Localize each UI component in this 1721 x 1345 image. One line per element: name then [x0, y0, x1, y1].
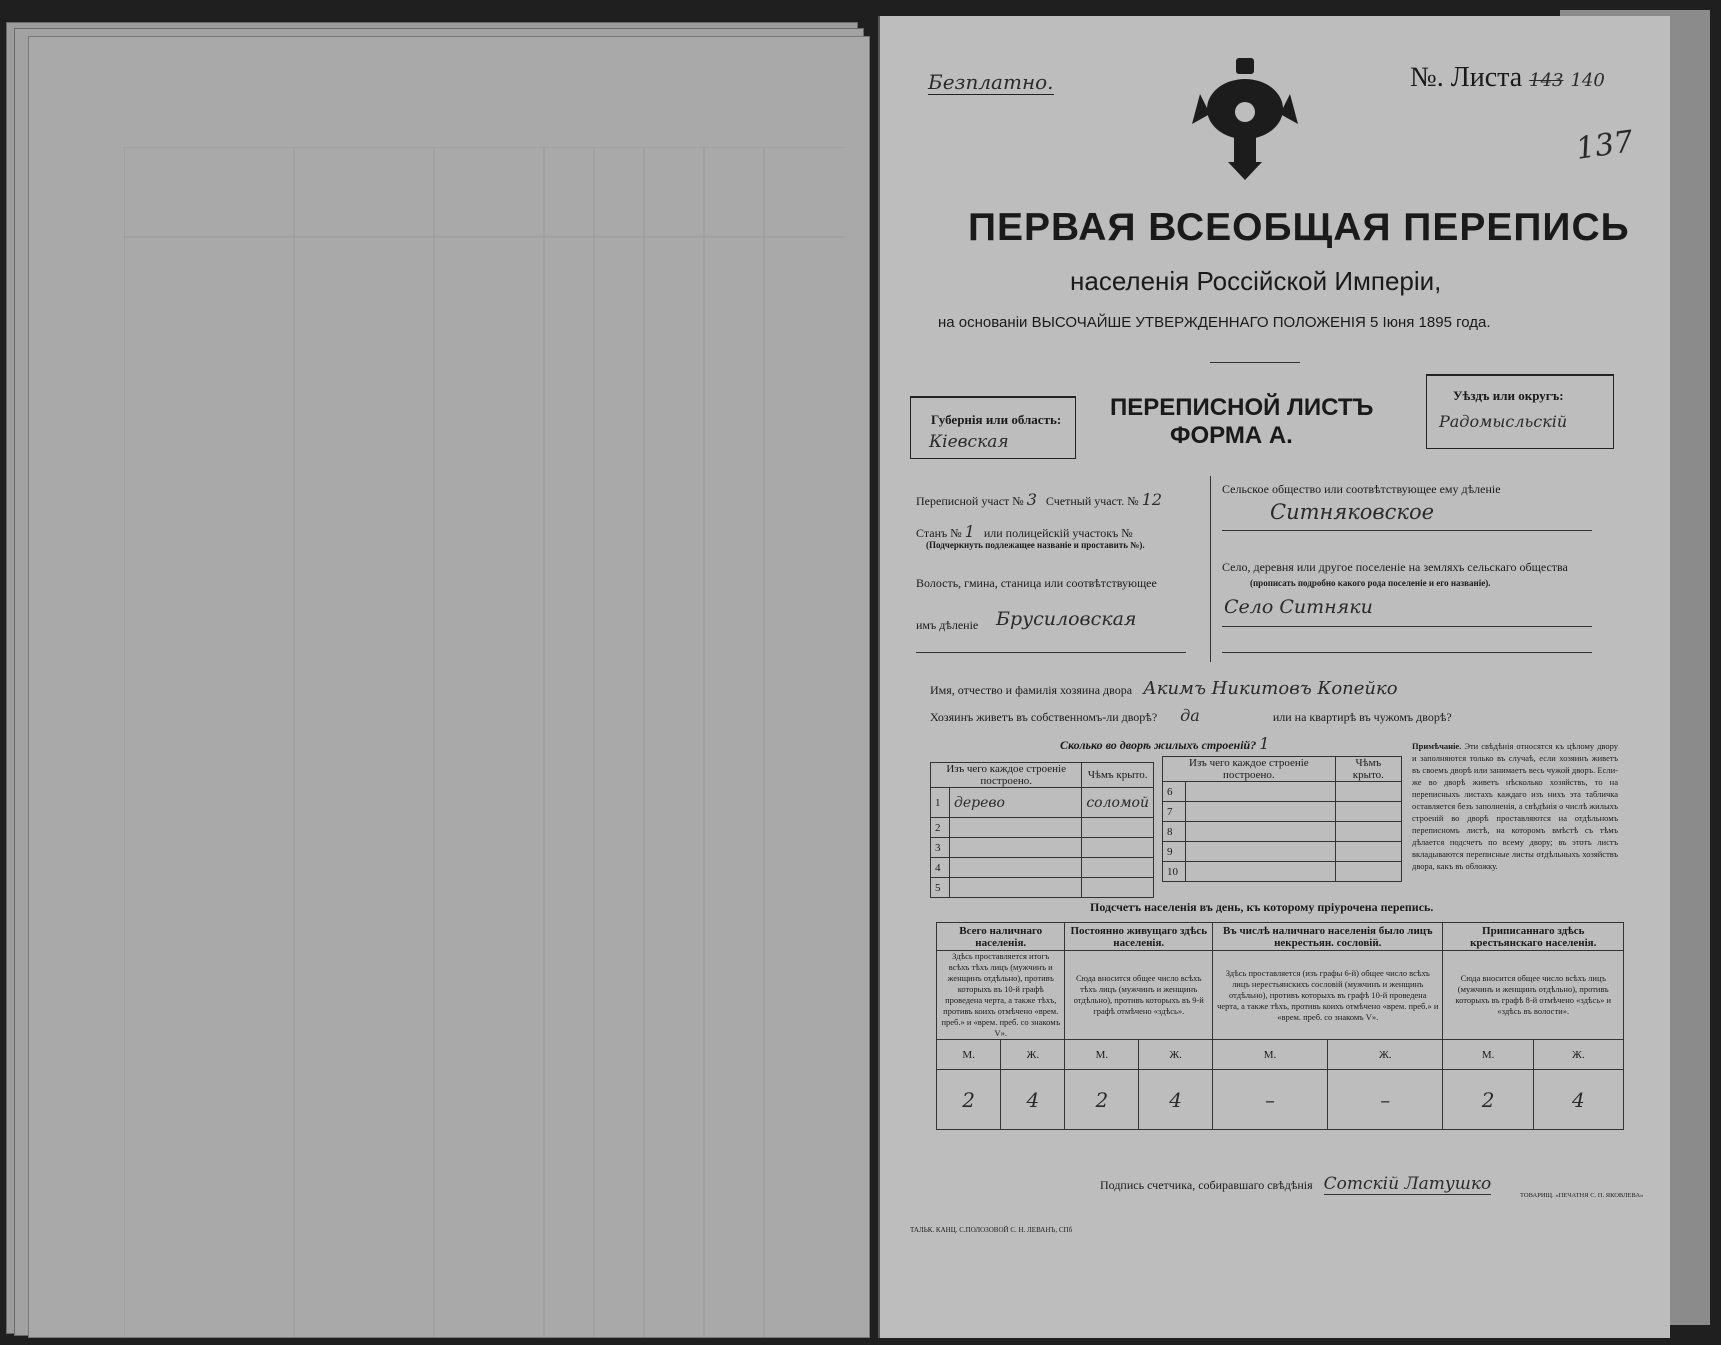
sheet-number-label: №. Листа	[1410, 62, 1523, 93]
buildings-table-right	[1162, 756, 1402, 882]
ornament-divider	[1210, 362, 1300, 363]
signature-row	[1100, 1174, 1491, 1194]
roof-cell	[1335, 862, 1401, 882]
col-roof-header: Чѣмъ крыто.	[1335, 757, 1401, 782]
volost-label: Волость, гмина, станица или соотвѣтствующее	[916, 576, 1157, 590]
buildings-table-left	[930, 762, 1154, 898]
material-cell	[950, 838, 1082, 858]
free-label: Безплатно.	[928, 70, 1054, 94]
left-page-faint-grid	[124, 147, 844, 1337]
female-count: 4	[1533, 1070, 1623, 1130]
volost-label2: имъ дѣленіе	[916, 618, 979, 632]
buildings-value: 1	[1259, 734, 1270, 753]
row-number: 4	[931, 858, 950, 878]
row-number: 10	[1163, 862, 1186, 882]
volost-value: Брусиловская	[996, 608, 1137, 630]
printer-right: ТОВАРИЩ. «ПЕЧАТНЯ С. П. ЯКОВЛЕВА»	[1520, 1192, 1644, 1199]
sheet-number-value: 140	[1570, 70, 1605, 91]
page-title: ПЕРВАЯ ВСЕОБЩАЯ ПЕРЕПИСЬ	[968, 206, 1630, 249]
male-header: М.	[937, 1040, 1001, 1070]
female-header: Ж.	[1139, 1040, 1213, 1070]
roof-cell	[1082, 878, 1154, 898]
signature-label: Подпись счетчика, собиравшаго свѣдѣнія	[1100, 1178, 1313, 1192]
underline-note: (Подчеркнуть подлежащее названіе и проставить №).	[926, 540, 1145, 550]
male-count: 2	[1443, 1070, 1533, 1130]
owner-name-value: Акимъ Никитовъ Копейко	[1143, 678, 1398, 699]
male-header: М.	[1213, 1040, 1328, 1070]
footnote-text: Эти свѣдѣнія относятся къ цѣлому двору и заполняются только въ случаѣ, если хозяинъ живетъ въ своемъ дворѣ или занимаетъ весь чужой дворъ. Если-же во дворѣ живетъ нѣсколько хозяйствъ, то на переписныхъ листахъ каждаго изъ нихъ эта табличка оставляется безъ заполненія, а свѣдѣнія о числѣ жилыхъ строеній во дворѣ проставляются на отдѣльномъ переписномъ листѣ, на которомъ вмѣстѣ съ тѣмъ дѣлается подсчетъ по всему двору; въ этотъ листъ вкладываются переписные листы отдѣльныхъ хозяйствъ двора, какъ въ обложку.	[1412, 741, 1619, 871]
footnote	[1412, 740, 1618, 872]
count-col-head: Постоянно живущаго здѣсь населенія.	[1065, 923, 1213, 951]
stan-label: Станъ	[916, 526, 948, 540]
col-roof-header: Чѣмъ крыто.	[1082, 763, 1154, 788]
female-count: –	[1328, 1070, 1443, 1130]
printer-left: ТАЛЬК. КАНЦ. С.ПОЛОЗОВОЙ С. Н. ЛЕВАНЪ, СПб	[910, 1226, 1073, 1234]
male-count: –	[1213, 1070, 1328, 1130]
census-area: Переписной участ № 3 Счетный участ. № 12	[916, 490, 1163, 509]
male-count: 2	[937, 1070, 1001, 1130]
gubernia-label: Губернія или область:	[931, 412, 1062, 427]
count-col-head: Приписаннаго здѣсь крестьянскаго населенія.	[1443, 923, 1624, 951]
material-cell	[1186, 802, 1336, 822]
female-count: 4	[1001, 1070, 1065, 1130]
roof-cell: соломой	[1082, 788, 1154, 818]
material-cell	[950, 878, 1082, 898]
police-label: или полицейскій участокъ №	[983, 526, 1133, 540]
count-col-desc: Здѣсь проставляется итогъ всѣхъ тѣхъ лицъ (мужчинъ и женщинъ отдѣльно), противъ которыхъ въ 10-й графѣ проведена черта, а также тѣхъ, противъ коихъ отмѣчено «врем. преб.» и «врем. преб. со знакомъ V».	[937, 951, 1065, 1040]
left-page-blank	[28, 36, 870, 1338]
material-cell	[950, 858, 1082, 878]
legal-basis: на основаніи ВЫСОЧАЙШЕ УТВЕРЖДЕННАГО ПОЛОЖЕНІЯ 5 Іюня 1895 года.	[938, 314, 1491, 331]
row-number: 3	[931, 838, 950, 858]
uezd-value: Радомысльскій	[1439, 412, 1568, 431]
row-number: 1	[931, 788, 950, 818]
row-number: 9	[1163, 842, 1186, 862]
count-col-desc: Сюда вносится общее число всѣхъ лицъ (мужчинъ и женщинъ отдѣльно), противъ которыхъ въ графѣ 8-й отмѣчено «здѣсь» и «здѣсь въ волости».	[1443, 951, 1624, 1040]
stan-row: Станъ № 1 или полицейскій участокъ №	[916, 522, 1133, 541]
female-count: 4	[1139, 1070, 1213, 1130]
uezd-box	[1426, 374, 1614, 449]
gubernia-box	[910, 396, 1076, 459]
row-number: 7	[1163, 802, 1186, 822]
block-divider	[1210, 476, 1211, 662]
count-col-head: Всего наличнаго населенія.	[937, 923, 1065, 951]
male-header: М.	[1065, 1040, 1139, 1070]
roof-cell	[1335, 842, 1401, 862]
owner-lives-row	[930, 706, 1452, 725]
archive-number: 137	[1573, 124, 1636, 167]
village-underline-2	[1222, 652, 1592, 653]
footnote-title: Примѣчаніе.	[1412, 741, 1462, 751]
counting-area-value: 12	[1141, 490, 1163, 509]
col-material-header: Изъ чего каждое строеніе построено.	[1163, 757, 1336, 782]
village-underline	[1222, 626, 1592, 627]
material-cell	[1186, 842, 1336, 862]
female-header: Ж.	[1001, 1040, 1065, 1070]
buildings-label: Сколько во дворѣ жилыхъ строеній?	[1060, 738, 1257, 752]
owner-rent-label: или на квартирѣ въ чужомъ дворѣ?	[1272, 710, 1452, 724]
roof-cell	[1335, 802, 1401, 822]
male-count: 2	[1065, 1070, 1139, 1130]
row-number: 8	[1163, 822, 1186, 842]
row-number: 5	[931, 878, 950, 898]
buildings-row	[1060, 734, 1269, 753]
form-title-line2: ФОРМА А.	[1170, 422, 1293, 449]
male-header: М.	[1443, 1040, 1533, 1070]
double-headed-eagle-emblem	[1190, 54, 1300, 184]
roof-cell	[1082, 838, 1154, 858]
material-cell	[950, 818, 1082, 838]
count-col-desc: Здѣсь проставляется (изъ графы 6-й) общее число всѣхъ лицъ нерестьянскихъ сословій (мужчинъ и женщинъ отдѣльно), противъ которыхъ въ графѣ 10-й проведена черта, а также тѣхъ, противъ коихъ отмѣчено «врем. преб.» и «врем. преб. со знакомъ V».	[1213, 951, 1443, 1040]
count-title: Подсчетъ населенія въ день, къ которому пріурочена перепись.	[1090, 900, 1434, 914]
row-number: 2	[931, 818, 950, 838]
material-cell	[1186, 782, 1336, 802]
count-col-desc: Сюда вносится общее число всѣхъ тѣхъ лицъ (мужчинъ и женщинъ отдѣльно), противъ которыхъ въ 9-й графѣ отмѣчено «здѣсь».	[1065, 951, 1213, 1040]
female-header: Ж.	[1533, 1040, 1623, 1070]
society-value: Ситняковское	[1270, 500, 1435, 524]
stan-value: 1	[964, 522, 975, 541]
form-title-line1: ПЕРЕПИСНОЙ ЛИСТЪ	[1110, 394, 1374, 421]
uezd-label: Уѣздъ или округъ:	[1453, 388, 1564, 403]
roof-cell	[1335, 782, 1401, 802]
owner-lives-label: Хозяинъ живетъ въ собственномъ-ли дворѣ?	[930, 710, 1158, 724]
gubernia-value: Кіевская	[929, 432, 1009, 452]
material-cell	[1186, 862, 1336, 882]
census-form-page	[878, 16, 1670, 1338]
village-value: Село Ситняки	[1224, 596, 1373, 618]
count-col-head: Въ числѣ наличнаго населенія было лицъ некрестьян. сословій.	[1213, 923, 1443, 951]
owner-lives-value: да	[1180, 706, 1200, 725]
society-underline	[1222, 530, 1592, 531]
owner-row	[930, 678, 1398, 699]
sheet-number-crossed: 143	[1529, 70, 1564, 91]
owner-name-label: Имя, отчество и фамилія хозяина двора	[930, 683, 1133, 697]
sheet-number	[1410, 62, 1605, 94]
page-subtitle: населенія Россійской Имперіи,	[1070, 266, 1442, 296]
counting-area-label: Счетный участ.	[1045, 494, 1125, 508]
village-note: (прописать подробно какого рода поселеніе и его названіе).	[1250, 578, 1491, 588]
material-cell: дерево	[950, 788, 1082, 818]
roof-cell	[1082, 818, 1154, 838]
census-area-label: Переписной участ	[916, 494, 1010, 508]
society-label: Сельское общество или соотвѣтствующее ему дѣленіе	[1222, 482, 1501, 496]
row-number: 6	[1163, 782, 1186, 802]
village-label: Село, деревня или другое поселеніе на земляхъ сельскаго общества	[1222, 560, 1568, 574]
col-material-header: Изъ чего каждое строеніе построено.	[931, 763, 1082, 788]
census-area-value: 3	[1026, 490, 1037, 509]
roof-cell	[1335, 822, 1401, 842]
material-cell	[1186, 822, 1336, 842]
roof-cell	[1082, 858, 1154, 878]
population-count-table	[936, 922, 1624, 1130]
female-header: Ж.	[1328, 1040, 1443, 1070]
volost-underline	[916, 652, 1186, 653]
signature-value: Сотскій Латушко	[1323, 1174, 1492, 1194]
